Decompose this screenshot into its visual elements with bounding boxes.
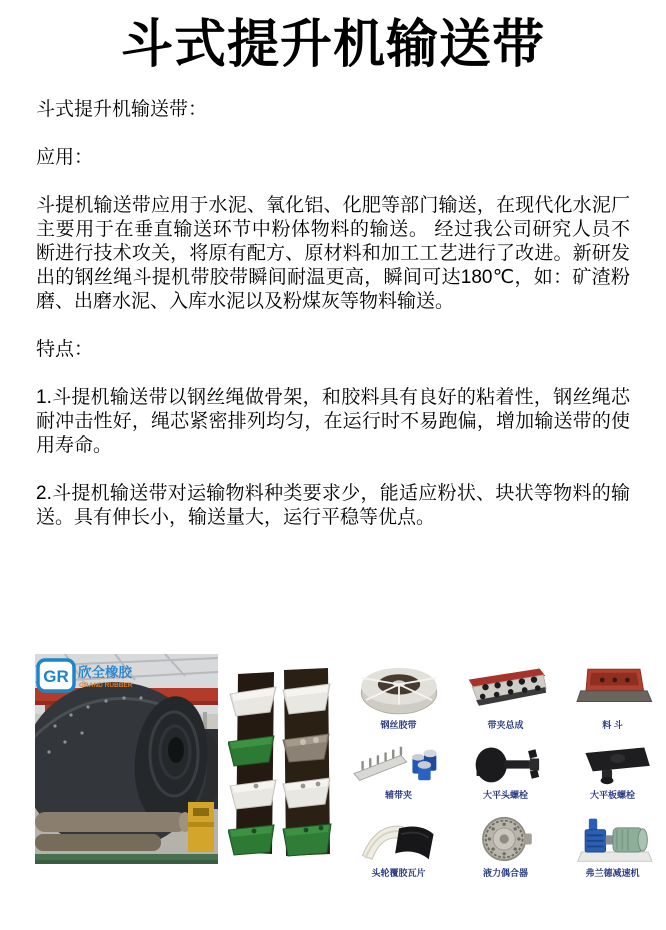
aux-belt-clamp-image	[351, 741, 447, 787]
flender-reducer-image	[565, 813, 661, 865]
accessories-grid	[345, 656, 666, 876]
logo-monogram: GR	[43, 667, 69, 686]
features-heading: 特点：	[36, 339, 94, 360]
product-cell	[559, 732, 666, 802]
product-label: 液力偶合器	[482, 868, 528, 878]
feature-1-paragraph: 1.斗提机输送带以钢丝绳做骨架，和胶料具有良好的粘着性，钢丝绳芯耐冲击性好，绳芯紧密排列均匀，在运行时不易跑偏，增加输送带的使用寿命。	[36, 387, 630, 456]
media-strip	[35, 652, 666, 878]
product-label: 钢丝胶带	[380, 720, 417, 730]
body-text	[36, 98, 630, 530]
logo-en-text: GRAND RUBBER	[79, 682, 133, 689]
logo-cn-text: 欣全橡胶	[78, 665, 132, 680]
product-cell	[452, 656, 559, 732]
hopper-image	[568, 661, 658, 717]
product-label: 料 斗	[602, 720, 623, 730]
grand-rubber-logo	[38, 660, 133, 691]
feature-2-paragraph: 2.斗提机输送带对运输物料种类要求少，能适应粉状、块状等物料的输送。具有伸长小，输送量大，运行平稳等优点。	[36, 483, 630, 528]
wrapped-belt-roll-image	[353, 661, 445, 717]
application-paragraph: 斗提机输送带应用于水泥、氧化铝、化肥等部门输送，在现代化水泥厂主要用于在垂直输送环节中粉体物料的输送。 经过我公司研究人员不断进行技术攻关，将原有配方、原材料和加工工艺进行了改进。新研发出的钢丝绳斗提机带胶带瞬间耐温更高，瞬间可达180℃，如：矿渣粉磨、出磨水泥、入库水泥以及粉煤灰等物料输送。	[36, 195, 630, 312]
elevator-buckets-photo	[228, 664, 338, 860]
product-label: 辅带夹	[384, 790, 412, 800]
fluid-coupling-image	[460, 813, 552, 865]
product-cell	[345, 732, 452, 802]
product-cell	[452, 732, 559, 802]
intro-heading: 斗式提升机输送带：	[36, 99, 208, 120]
product-label: 大平头螺栓	[482, 790, 528, 800]
product-label: 弗兰德减速机	[585, 868, 640, 878]
product-cell	[452, 802, 559, 880]
product-cell	[559, 656, 666, 732]
product-cell	[559, 802, 666, 880]
page-title: 斗式提升机输送带	[120, 16, 545, 74]
lagging-tiles-image	[351, 815, 447, 865]
belt-roll-factory-photo	[35, 654, 218, 864]
product-cell	[345, 656, 452, 732]
product-cell	[345, 802, 452, 880]
belt-clamp-assembly-image	[458, 661, 554, 717]
flat-plate-bolt-image	[567, 741, 659, 787]
product-label: 带夹总成	[487, 720, 524, 730]
application-heading: 应用：	[36, 147, 94, 168]
product-label: 头轮覆胶瓦片	[371, 868, 426, 878]
flat-head-bolt-image	[460, 741, 552, 787]
product-label: 大平板螺栓	[589, 790, 635, 800]
